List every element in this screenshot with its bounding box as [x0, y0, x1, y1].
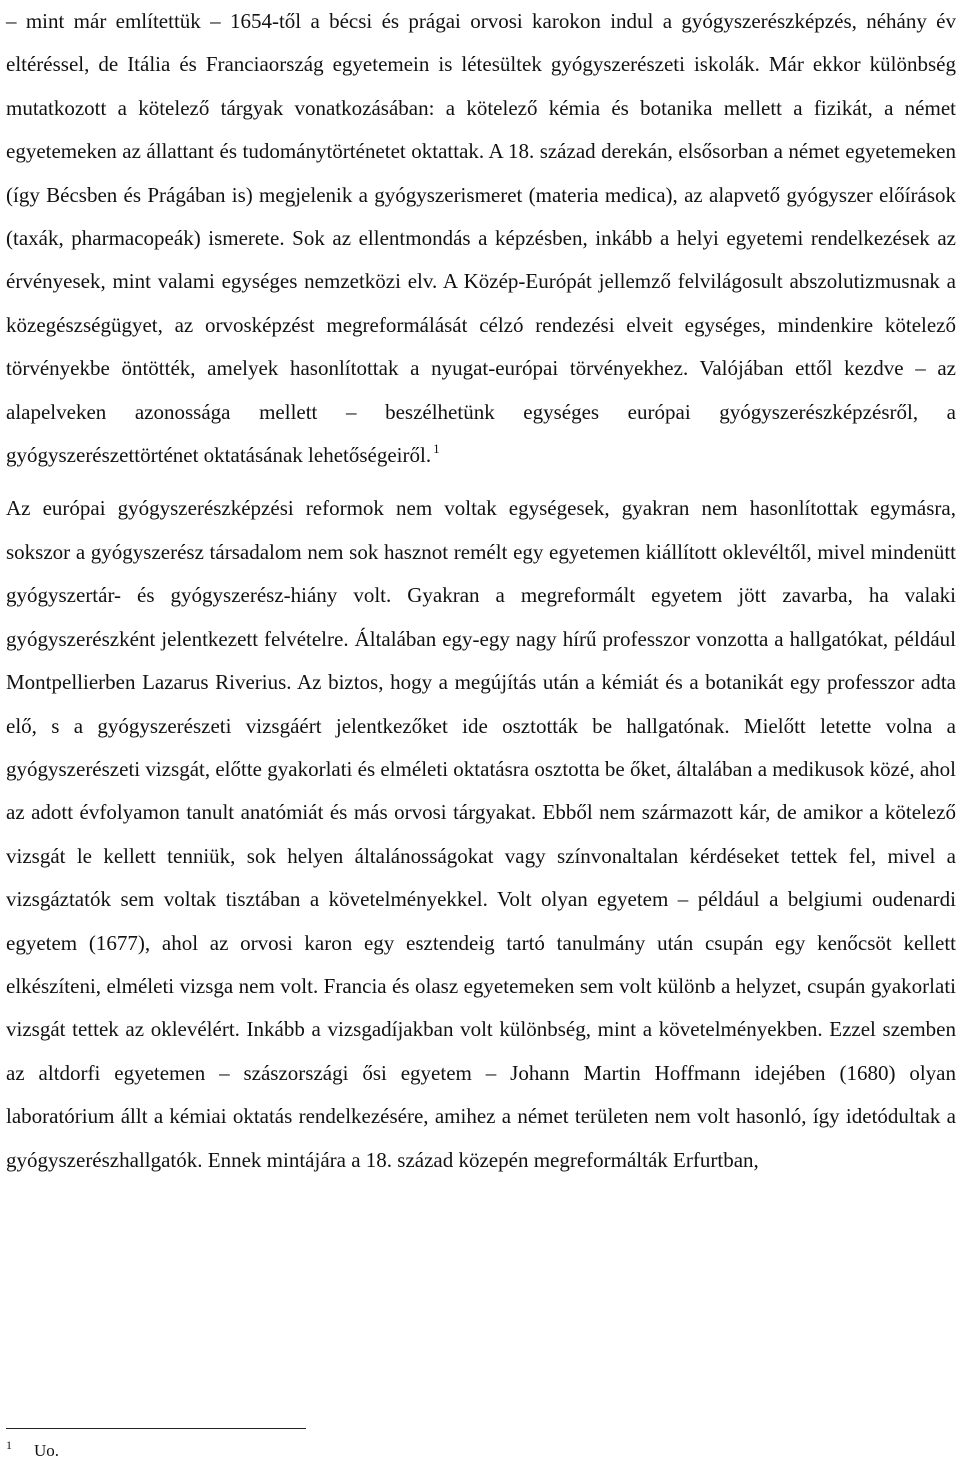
document-page — [6, 0, 956, 1182]
body-paragraph — [6, 0, 956, 477]
paragraph-text: – mint már említettük – 1654-től a bécsi és prágai orvosi karokon indul a gyógyszerészképzés, néhány év eltéréssel, de Itália és Franciaország egyetemein is létesültek gyógyszerészeti iskolák. Már ekkor különbség mutatkozott a kötelező tárgyak vonatkozásában: a kötelező kémia és botanika mellett a fizikát, a német egyetemeken az állattant és tudománytörténetet oktattak. A 18. század derekán, elsősorban a német egyetemeken (így Bécsben és Prágában is) megjelenik a gyógyszerismeret (materia medica), az alapvető gyógyszer előírások (taxák, pharmacopeák) ismerete. Sok az ellentmondás a képzésben, inkább a helyi egyetemi rendelkezések az érvényesek, mint valami egységes nemzetközi elv. A Közép-Európát jellemző felvilágosult abszolutizmusnak a közegészségügyet, az orvosképzést megreformálását célzó rendezési elveit egységes, mindenkire kötelező törvényekbe öntötték, amelyek hasonlítottak a nyugat-európai törvényekhez. Valójában ettől kezdve – az alapelveken azonossága mellett – beszélhetünk egységes európai gyógyszerészképzésről, a gyógyszerészettörténet oktatásának lehetőségeiről. — [6, 9, 956, 468]
footnote — [6, 1438, 59, 1461]
footnote-text: Uo. — [34, 1441, 60, 1460]
body-paragraph — [6, 487, 956, 1182]
paragraph-text: Az európai gyógyszerészképzési reformok nem voltak egységesek, gyakran nem hasonlítottak egymásra, sokszor a gyógyszerész társadalom nem sok hasznot remélt egy egyetemen kiállított oklevéltől, mivel mindenütt gyógyszertár- és gyógyszerész-hiány volt. Gyakran a megreformált egyetem jött zavarba, ha valaki gyógyszerészként jelentkezett felvételre. Általában egy-egy nagy hírű professzor vonzotta a hallgatókat, például Montpellierben Lazarus Riverius. Az biztos, hogy a megújítás után a kémiát és a botanikát egy professzor adta elő, s a gyógyszerészeti vizsgáért jelentkezőket ide osztották be hallgatónak. Mielőtt letette volna a gyógyszerészeti vizsgát, előtte gyakorlati és elméleti oktatásra osztotta be őket, általában a medikusok közé, ahol az adott évfolyamon tanult anatómiát és más orvosi tárgyakat. Ebből nem származott kár, de amikor a kötelező vizsgát le kellett tenniük, sok helyen általánosságokat vagy színvonaltalan kérdéseket tettek fel, mivel a vizsgáztatók sem voltak tisztában a követelményekkel. Volt olyan egyetem – például a belgiumi oudenardi egyetem (1677), ahol az orvosi karon egy esztendeig tartó tanulmány után csupán egy kenőcsöt kellett elkészíteni, elméleti vizsga nem volt. Francia és olasz egyetemeken sem volt különb a helyzet, csupán gyakorlati vizsgát tettek az oklevélért. Inkább a vizsgadíjakban volt különbség, mint a követelményekben. Ezzel szemben az altdorfi egyetemen – szászországi ősi egyetem – Johann Martin Hoffmann idejében (1680) olyan laboratórium állt a kémiai oktatás rendelkezésére, amihez a német területen nem volt hasonló, így idetódultak a gyógyszerészhallgatók. Ennek mintájára a 18. század közepén megreformálták Erfurtban, — [6, 496, 956, 1172]
footnote-separator — [6, 1428, 306, 1429]
footnote-number: 1 — [6, 1438, 12, 1452]
footnote-reference[interactable]: 1 — [433, 441, 440, 457]
